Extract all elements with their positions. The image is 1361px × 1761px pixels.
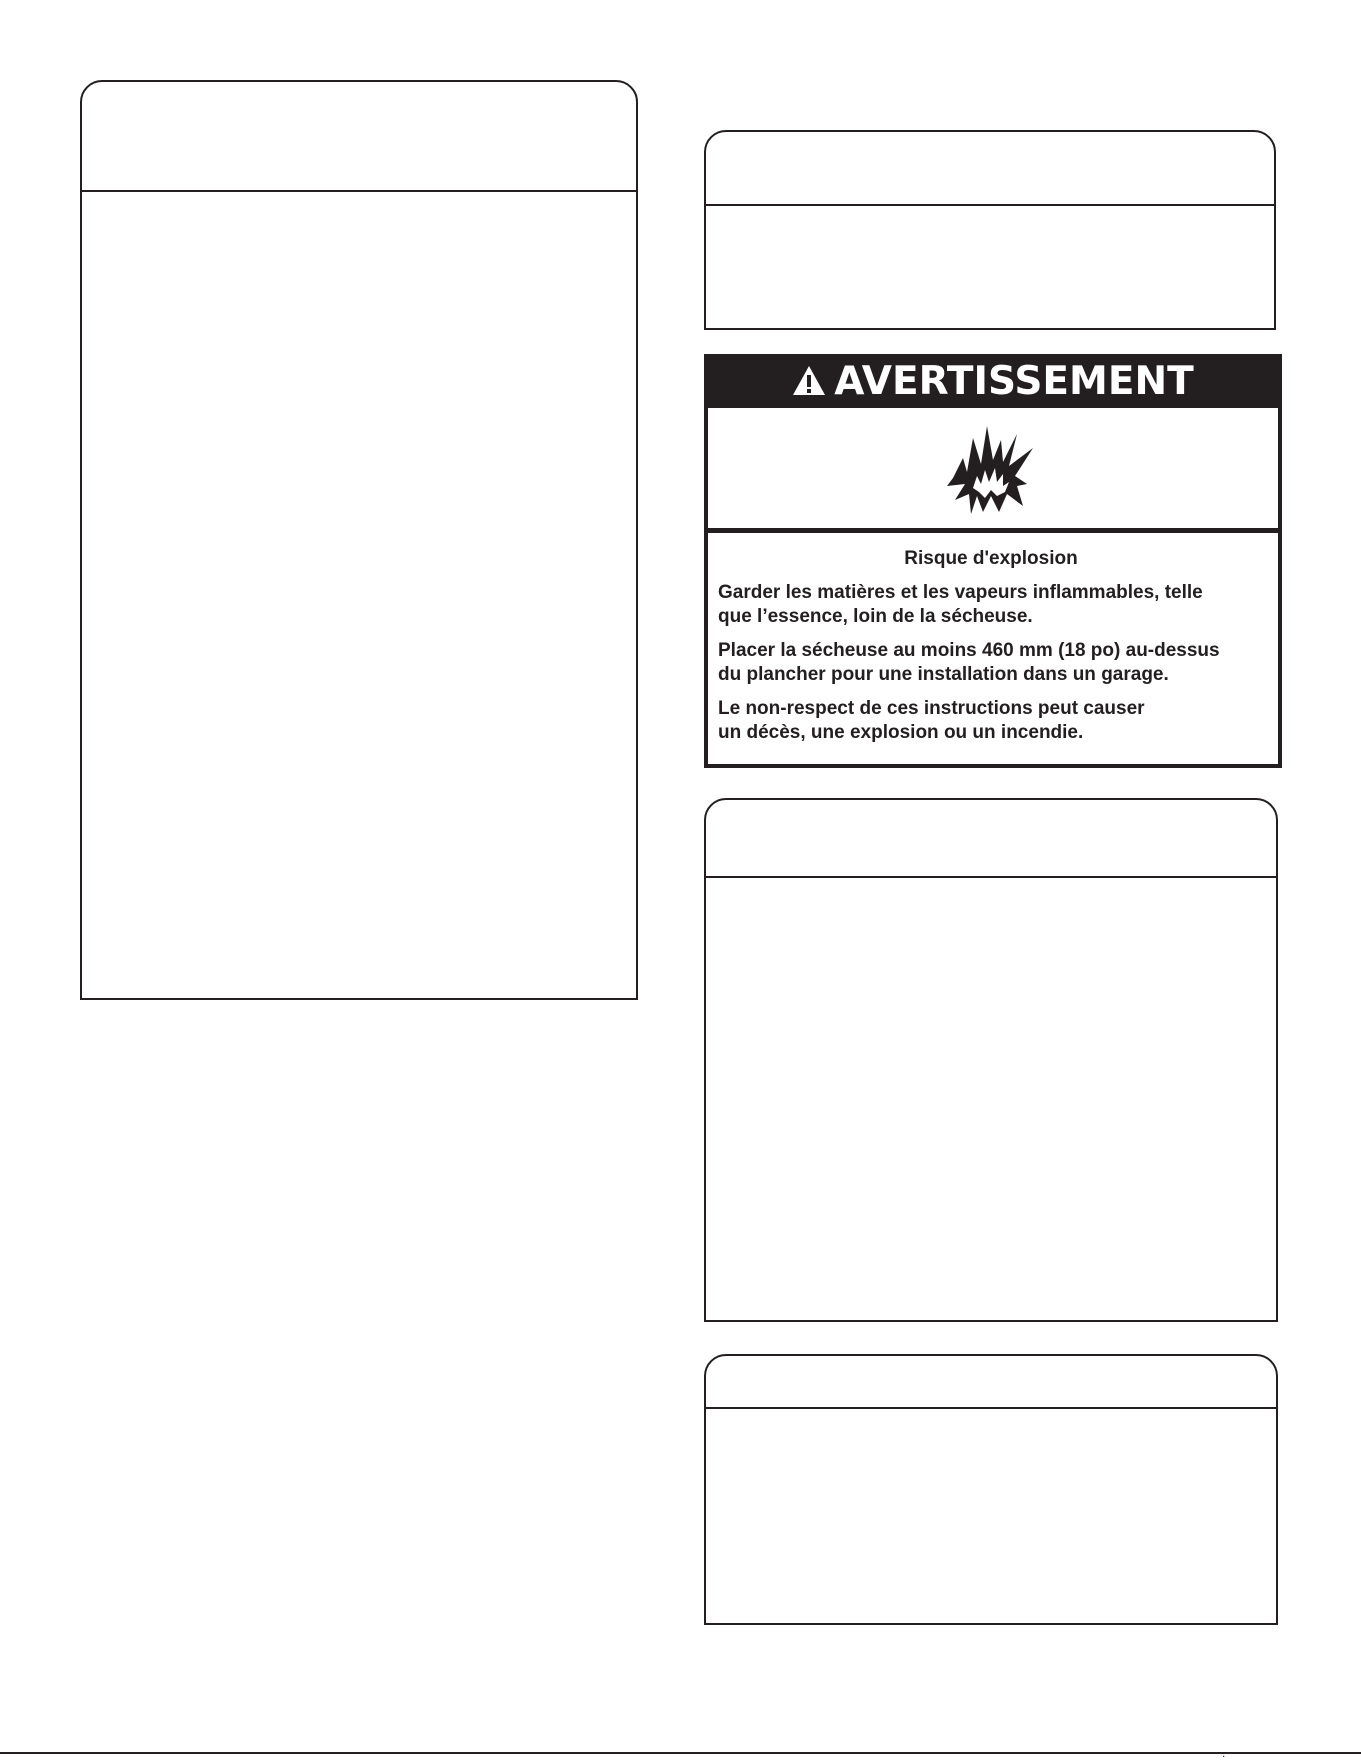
right-middle-panel (704, 798, 1278, 1322)
warning-heading: Risque d'explosion (904, 548, 1078, 569)
warning-paragraph-3 (718, 697, 1264, 745)
warning-paragraph-1 (718, 581, 1264, 629)
warning-block (704, 354, 1282, 768)
right-top-panel (704, 130, 1276, 330)
warning-title: AVERTISSEMENT (834, 358, 1194, 404)
right-top-panel-header (706, 132, 1274, 206)
warning-paragraph-3-line-1: Le non-respect de ces instructions peut causer (718, 698, 1145, 719)
warning-paragraph-1-line-1: Garder les matières et les vapeurs inflammables, telle (718, 582, 1203, 603)
left-panel (80, 80, 638, 1000)
left-panel-header (82, 82, 636, 192)
warning-paragraph-2 (718, 639, 1264, 687)
right-middle-panel-header (706, 800, 1276, 878)
warning-paragraph-1-line-2: que l’essence, loin de la sécheuse. (718, 606, 1033, 627)
warning-paragraph-3-line-2: un décès, une explosion ou un incendie. (718, 722, 1084, 743)
footer-mark: . (1222, 1746, 1226, 1760)
warning-symbol-box (708, 408, 1278, 528)
footer-rule (0, 1752, 1361, 1754)
explosion-icon (943, 420, 1043, 516)
warning-paragraph-2-line-2: du plancher pour une installation dans un garage. (718, 664, 1169, 685)
right-bottom-panel-header (706, 1356, 1276, 1409)
warning-title-bar (704, 354, 1282, 408)
right-bottom-panel (704, 1354, 1278, 1625)
warning-triangle-icon (792, 364, 826, 398)
warning-paragraph-2-line-1: Placer la sécheuse au moins 460 mm (18 po) au-dessus (718, 640, 1220, 661)
warning-text-box (708, 533, 1278, 764)
